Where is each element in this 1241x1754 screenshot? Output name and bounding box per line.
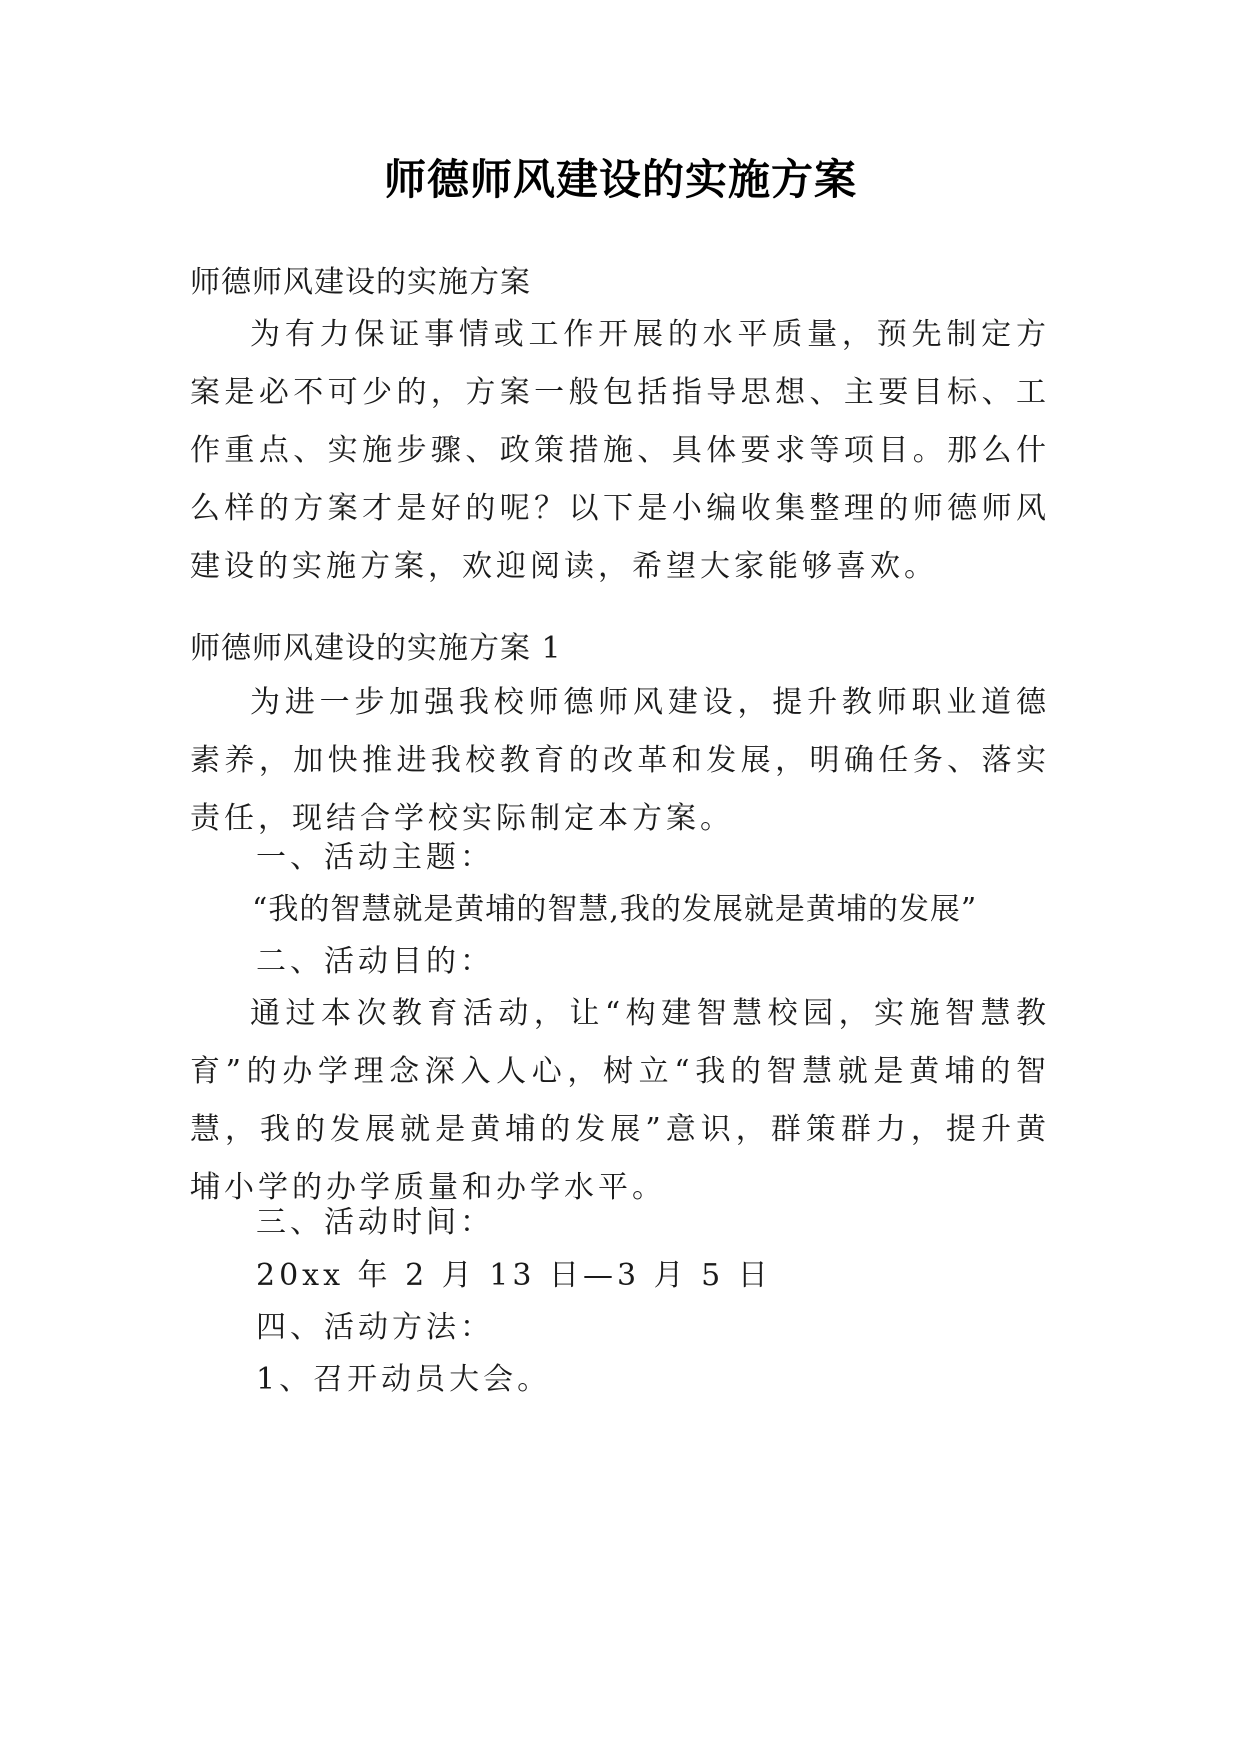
time-heading: 三、活动时间： bbox=[256, 1205, 494, 1240]
theme-text: “我的智慧就是黄埔的智慧,我的发展就是黄埔的发展” bbox=[252, 892, 978, 927]
section-heading-1: 师德师风建设的实施方案 1 bbox=[190, 631, 562, 666]
method-item-1: 1、召开动员大会。 bbox=[256, 1362, 552, 1397]
subtitle: 师德师风建设的实施方案 bbox=[190, 265, 531, 300]
goal-heading: 二、活动目的： bbox=[256, 944, 494, 979]
intro-paragraph: 为有力保证事情或工作开展的水平质量，预先制定方案是必不可少的，方案一般包括指导思想、主要目标、工作重点、实施步骤、政策措施、具体要求等项目。那么什么样的方案才是好的呢？以下是小编收集整理的师德师风建设的实施方案，欢迎阅读，希望大家能够喜欢。 bbox=[190, 317, 1050, 584]
document-title: 师德师风建设的实施方案 bbox=[383, 155, 857, 204]
section1-paragraph: 为进一步加强我校师德师风建设，提升教师职业道德素养，加快推进我校教育的改革和发展，明确任务、落实责任，现结合学校实际制定本方案。 bbox=[190, 685, 1050, 836]
time-text: 20xx 年 2 月 13 日—3 月 5 日 bbox=[256, 1258, 772, 1293]
theme-heading: 一、活动主题： bbox=[256, 840, 494, 875]
goal-paragraph: 通过本次教育活动，让“构建智慧校园，实施智慧教育”的办学理念深入人心，树立“我的智慧就是黄埔的智慧，我的发展就是黄埔的发展”意识，群策群力，提升黄埔小学的办学质量和办学水平。 bbox=[190, 996, 1050, 1205]
method-heading: 四、活动方法： bbox=[256, 1310, 494, 1345]
